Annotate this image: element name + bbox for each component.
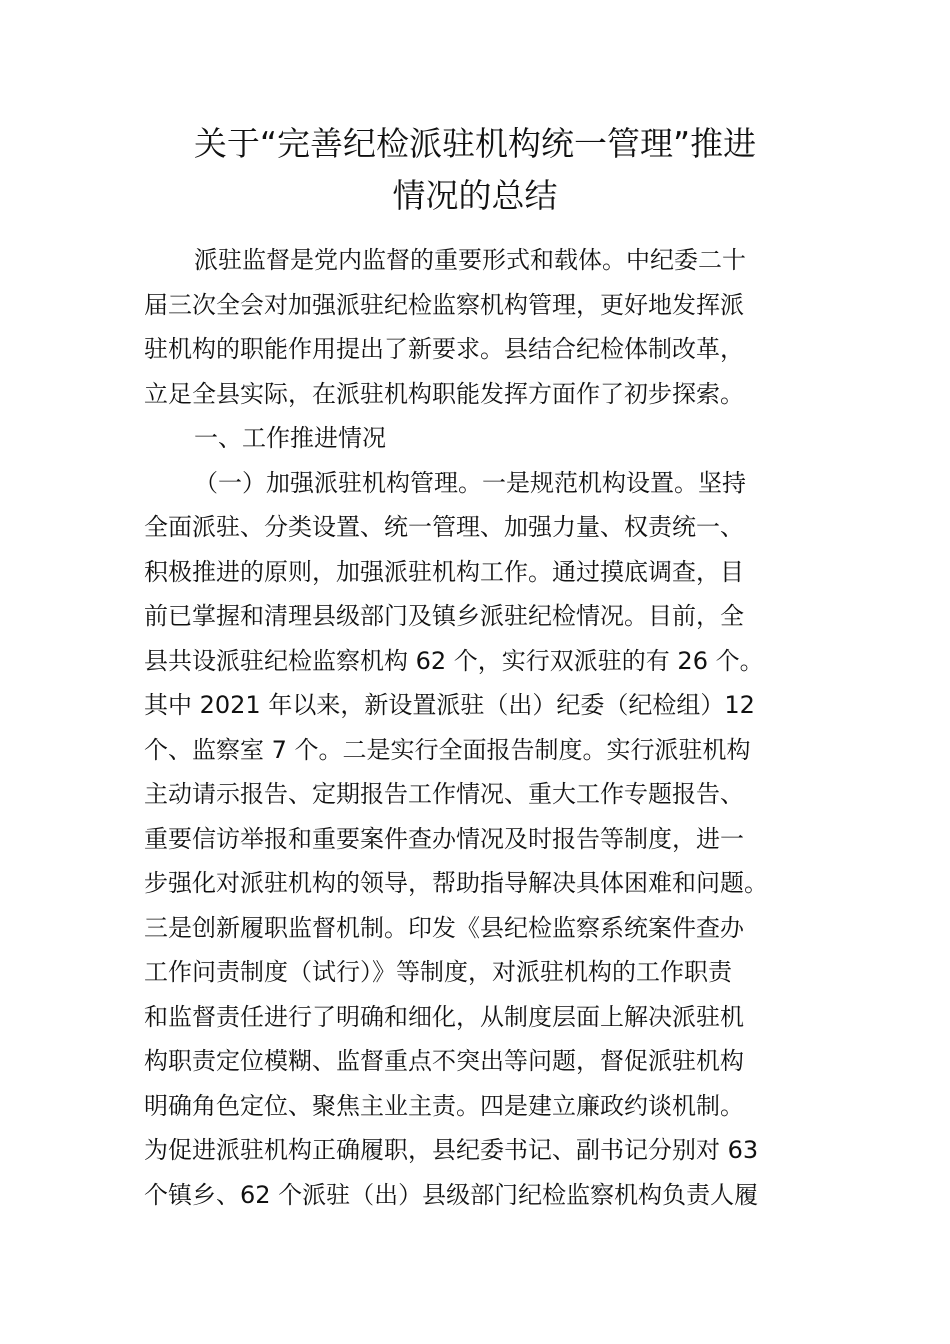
document-title [144, 118, 806, 222]
paragraph-line: 为促进派驻机构正确履职，县纪委书记、副书记分别对 63 [144, 1136, 759, 1164]
paragraph-line: 工作问责制度（试行）》等制度，对派驻机构的工作职责 [144, 958, 732, 986]
paragraph-line: 明确角色定位、聚焦主业主责。四是建立廉政约谈机制。 [144, 1091, 744, 1120]
paragraph-line: 和监督责任进行了明确和细化，从制度层面上解决派驻机 [144, 1002, 744, 1031]
paragraph-line: 步强化对派驻机构的领导，帮助指导解决具体困难和问题。 [144, 869, 768, 897]
paragraph-line: 立足全县实际，在派驻机构职能发挥方面作了初步探索。 [144, 379, 744, 408]
title-line-2: 情况的总结 [392, 176, 558, 215]
paragraph-line: 驻机构的职能作用提出了新要求。县结合纪检体制改革， [144, 335, 744, 363]
document-body [144, 238, 806, 1217]
paragraph-line: 构职责定位模糊、监督重点不突出等问题，督促派驻机构 [144, 1047, 744, 1075]
paragraph-line: 届三次全会对加强派驻纪检监察机构管理，更好地发挥派 [144, 290, 744, 319]
paragraph-line: 前已掌握和清理县级部门及镇乡派驻纪检情况。目前，全 [144, 602, 744, 630]
title-line-1: 关于“完善纪检派驻机构统一管理”推进 [193, 124, 757, 163]
paragraph-line: 县共设派驻纪检监察机构 62 个，实行双派驻的有 26 个。 [144, 646, 764, 675]
paragraph-line: 派驻监督是党内监督的重要形式和载体。中纪委二十 [194, 246, 746, 274]
section-heading: 一、工作推进情况 [194, 424, 386, 452]
paragraph-line: （一）加强派驻机构管理。一是规范机构设置。坚持 [194, 468, 746, 497]
paragraph-line: 重要信访举报和重要案件查办情况及时报告等制度，进一 [144, 824, 744, 853]
paragraph-line: 全面派驻、分类设置、统一管理、加强力量、权责统一、 [144, 513, 744, 541]
paragraph-line: 主动请示报告、定期报告工作情况、重大工作专题报告、 [144, 780, 744, 808]
paragraph-line: 其中 2021 年以来，新设置派驻（出）纪委（纪检组）12 [144, 691, 755, 719]
paragraph-line: 积极推进的原则，加强派驻机构工作。通过摸底调查，目 [144, 557, 744, 586]
paragraph-line: 个镇乡、62 个派驻（出）县级部门纪检监察机构负责人履 [144, 1180, 759, 1209]
paragraph-line: 个、监察室 7 个。二是实行全面报告制度。实行派驻机构 [144, 735, 751, 764]
paragraph-line: 三是创新履职监督机制。印发《县纪检监察系统案件查办 [144, 913, 744, 942]
